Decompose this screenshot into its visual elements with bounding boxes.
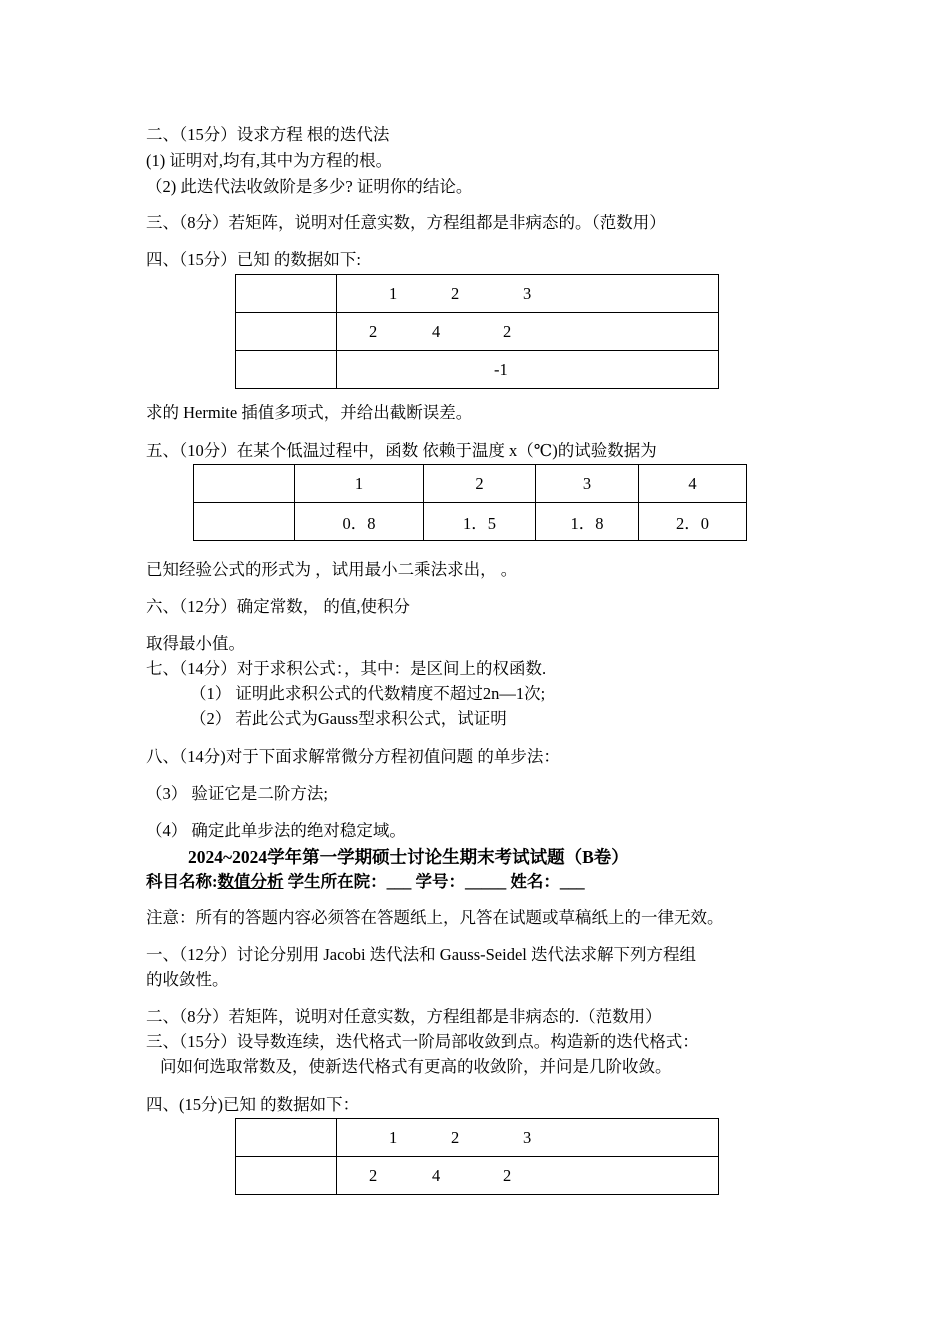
table-cell — [337, 275, 719, 313]
table-row — [194, 465, 747, 503]
q4-r2-c1: 2 — [369, 322, 378, 341]
table-row — [236, 313, 719, 351]
q5-y-2: 1．5 — [424, 503, 536, 541]
student-info-fields: 学生所在院：___ 学号：_____ 姓名：___ — [283, 872, 585, 891]
q8-part-3: （3） 验证它是二阶方法; — [146, 784, 328, 803]
q5-x-1: 1 — [295, 465, 424, 503]
b4-r2-c1: 2 — [369, 1166, 378, 1185]
table-cell — [194, 503, 295, 541]
b-q4-data-table — [235, 1118, 719, 1195]
q4-data-table — [235, 274, 719, 389]
b-q2-heading: 二、（8分）若矩阵，说明对任意实数，方程组都是非病态的.（范数用） — [146, 1007, 662, 1026]
q4-r1-c1: 1 — [389, 284, 398, 303]
q7-part-2: （2） 若此公式为Gauss型求积公式，试证明 — [190, 709, 507, 728]
table-cell — [236, 313, 337, 351]
b4-r1-c1: 1 — [389, 1128, 398, 1147]
q4-r1-c3: 3 — [523, 284, 532, 303]
table-cell — [337, 1157, 719, 1195]
q5-x-4: 4 — [639, 465, 747, 503]
q5-y-1: 0．8 — [295, 503, 424, 541]
exam-b-title: 2024~2024学年第一学期硕士讨论生期末考试试题（B卷） — [188, 847, 629, 867]
table-cell — [236, 1157, 337, 1195]
subject-label: 科目名称: — [146, 872, 218, 891]
q5-heading: 五、（10分）在某个低温过程中，函数 依赖于温度 x（℃)的试验数据为 — [146, 441, 657, 460]
q4-heading: 四、（15分）已知 的数据如下: — [146, 250, 361, 269]
table-cell — [236, 1119, 337, 1157]
q5-after: 已知经验公式的形式为 ，试用最小二乘法求出， 。 — [146, 560, 518, 579]
q8-part-4: （4） 确定此单步法的绝对稳定域。 — [146, 821, 406, 840]
b-q1-heading: 一、（12分）讨论分别用 Jacobi 迭代法和 Gauss-Seidel 迭代法求解下列方程组 — [146, 945, 696, 964]
b4-r1-c2: 2 — [451, 1128, 460, 1147]
table-cell — [337, 351, 719, 389]
q3-heading: 三、（8分）若矩阵，说明对任意实数，方程组都是非病态的。（范数用） — [146, 213, 666, 232]
q2-heading: 二、（15分）设求方程 根的迭代法 — [146, 125, 390, 144]
b-q4-heading: 四、(15分)已知 的数据如下： — [146, 1095, 360, 1114]
q6-continued: 取得最小值。 — [146, 634, 245, 653]
q4-r1-c2: 2 — [451, 284, 460, 303]
b4-r2-c2: 4 — [432, 1166, 441, 1185]
q8-heading: 八、（14分)对于下面求解常微分方程初值问题 的单步法： — [146, 747, 560, 766]
table-cell — [236, 351, 337, 389]
table-row — [236, 1157, 719, 1195]
table-row — [236, 351, 719, 389]
table-row — [236, 275, 719, 313]
q4-r3-c1: -1 — [494, 360, 508, 379]
exam-b-info — [146, 871, 585, 893]
exam-b-note: 注意：所有的答题内容必须答在答题纸上，凡答在试题或草稿纸上的一律无效。 — [146, 908, 724, 927]
table-row — [194, 503, 747, 541]
table-cell — [194, 465, 295, 503]
q4-r2-c2: 4 — [432, 322, 441, 341]
q6-heading: 六、（12分）确定常数， 的值,使积分 — [146, 597, 410, 616]
q5-x-2: 2 — [424, 465, 536, 503]
b4-r1-c3: 3 — [523, 1128, 532, 1147]
q2-part-2: （2) 此迭代法收敛阶是多少? 证明你的结论。 — [146, 177, 473, 196]
b-q1-continued: 的收敛性。 — [146, 970, 229, 989]
b-q3-heading: 三、（15分）设导数连续，迭代格式一阶局部收敛到点。构造新的迭代格式： — [146, 1032, 699, 1051]
q7-part-1: （1） 证明此求积公式的代数精度不超过2n—1次; — [190, 684, 546, 703]
table-cell — [337, 1119, 719, 1157]
q5-y-4: 2．0 — [639, 503, 747, 541]
q4-after: 求的 Hermite 插值多项式，并给出截断误差。 — [146, 403, 473, 422]
table-cell — [236, 275, 337, 313]
q4-r2-c3: 2 — [503, 322, 512, 341]
q5-y-3: 1．8 — [536, 503, 639, 541]
q5-x-3: 3 — [536, 465, 639, 503]
b4-r2-c3: 2 — [503, 1166, 512, 1185]
b-q3-continued: 问如何选取常数及，使新迭代格式有更高的收敛阶，并问是几阶收敛。 — [160, 1057, 672, 1076]
subject-name: 数值分析 — [217, 872, 284, 891]
q5-data-table — [193, 464, 747, 541]
table-cell — [337, 313, 719, 351]
q2-part-1: (1) 证明对,均有,其中为方程的根。 — [146, 151, 393, 170]
q7-heading: 七、（14分）对于求积公式：，其中：是区间上的权函数. — [146, 659, 547, 678]
table-row — [236, 1119, 719, 1157]
